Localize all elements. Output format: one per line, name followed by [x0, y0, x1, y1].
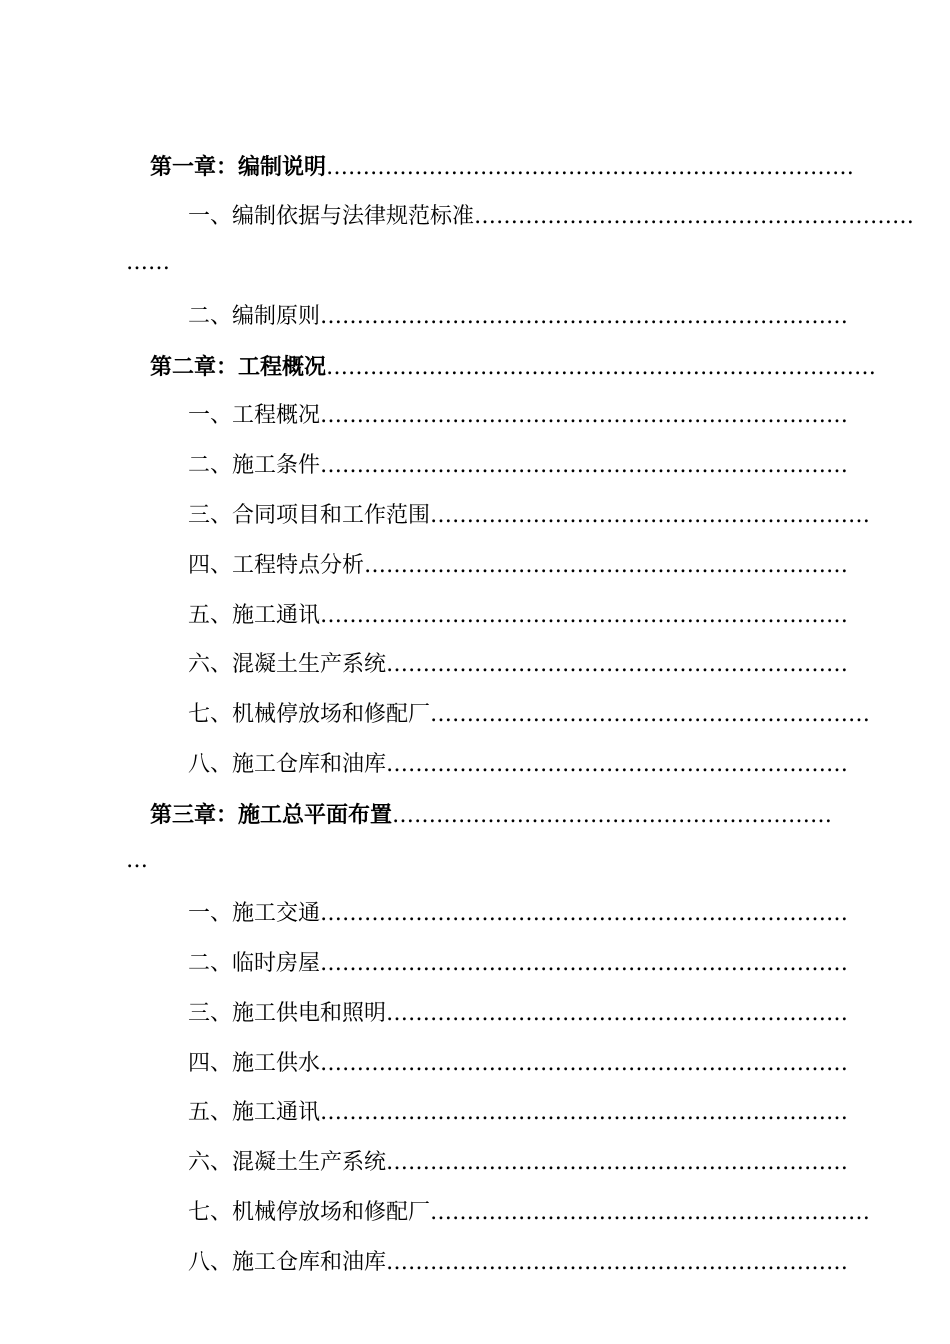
- toc-title: 四、工程特点分析: [188, 553, 365, 578]
- toc-title: 四、施工供水: [188, 1051, 321, 1076]
- toc-section: [188, 501, 870, 531]
- toc-title: 六、混凝土生产系统: [188, 652, 387, 677]
- toc-title: 二、临时房屋: [188, 951, 321, 976]
- toc-leader: ………………………………………………………………: [320, 901, 849, 926]
- toc-leader: ………………………………………………………: [386, 1250, 849, 1275]
- toc-leader: ………………………………………………………………: [320, 453, 849, 478]
- toc-leader: ……………………………………………………: [430, 1200, 871, 1225]
- toc-leader: ………………………………………………………………: [320, 1100, 849, 1125]
- toc-continuation: [126, 846, 148, 876]
- toc-title: 六、混凝土生产系统: [188, 1150, 387, 1175]
- toc-leader: ………………………………………………………………: [320, 403, 849, 428]
- toc-leader: ……………………………………………………: [474, 204, 915, 229]
- toc-leader: …: [126, 848, 148, 873]
- toc-title: 一、编制依据与法律规范标准: [188, 204, 475, 229]
- toc-title: 五、施工通讯: [188, 1100, 321, 1125]
- toc-section: [188, 899, 848, 929]
- toc-leader: ………………………………………………………………: [320, 951, 849, 976]
- toc-title: 第一章：编制说明: [150, 154, 327, 180]
- toc-title: 第三章：施工总平面布置: [150, 802, 393, 828]
- toc-section: [188, 551, 848, 581]
- toc-title: 三、合同项目和工作范围: [188, 503, 431, 528]
- toc-title: 七、机械停放场和修配厂: [188, 702, 431, 727]
- toc-section: [188, 451, 848, 481]
- toc-chapter-2: [150, 352, 876, 383]
- toc-section: [188, 750, 848, 780]
- toc-title: 三、施工供电和照明: [188, 1001, 387, 1026]
- toc-section: [188, 1049, 848, 1079]
- toc-section: [188, 202, 914, 232]
- toc-section: [188, 401, 848, 431]
- toc-section: [188, 1148, 848, 1178]
- toc-section: [188, 1098, 848, 1128]
- toc-title: 二、施工条件: [188, 453, 321, 478]
- toc-section: [188, 1248, 848, 1278]
- toc-leader: …………………………………………………………: [364, 553, 849, 578]
- toc-title: 第二章：工程概况: [150, 354, 327, 380]
- toc-leader: ………………………………………………………: [386, 1150, 849, 1175]
- toc-title: 五、施工通讯: [188, 603, 321, 628]
- toc-section: [188, 999, 848, 1029]
- toc-title: 七、机械停放场和修配厂: [188, 1200, 431, 1225]
- toc-leader: ……………………………………………………: [430, 702, 871, 727]
- toc-leader: ………………………………………………………………: [326, 155, 855, 180]
- toc-leader: ……: [126, 250, 170, 275]
- toc-title: 八、施工仓库和油库: [188, 752, 387, 777]
- toc-chapter-1: [150, 152, 854, 183]
- toc-section: [188, 650, 848, 680]
- toc-leader: ………………………………………………………: [386, 1001, 849, 1026]
- toc-leader: ……………………………………………………: [392, 803, 833, 828]
- toc-leader: ………………………………………………………………: [320, 1051, 849, 1076]
- toc-title: 一、工程概况: [188, 403, 321, 428]
- toc-title: 一、施工交通: [188, 901, 321, 926]
- toc-title: 二、编制原则: [188, 304, 321, 329]
- toc-continuation: [126, 248, 170, 278]
- toc-leader: ………………………………………………………: [386, 752, 849, 777]
- toc-section: [188, 1198, 870, 1228]
- toc-title: 八、施工仓库和油库: [188, 1250, 387, 1275]
- toc-leader: ………………………………………………………………: [320, 304, 849, 329]
- toc-leader: ………………………………………………………: [386, 652, 849, 677]
- toc-section: [188, 601, 848, 631]
- toc-leader: …………………………………………………………………: [326, 355, 877, 380]
- toc-section: [188, 700, 870, 730]
- toc-leader: ………………………………………………………………: [320, 603, 849, 628]
- toc-section: [188, 949, 848, 979]
- toc-chapter-3: [150, 800, 832, 831]
- toc-leader: ……………………………………………………: [430, 503, 871, 528]
- toc-section: [188, 302, 848, 332]
